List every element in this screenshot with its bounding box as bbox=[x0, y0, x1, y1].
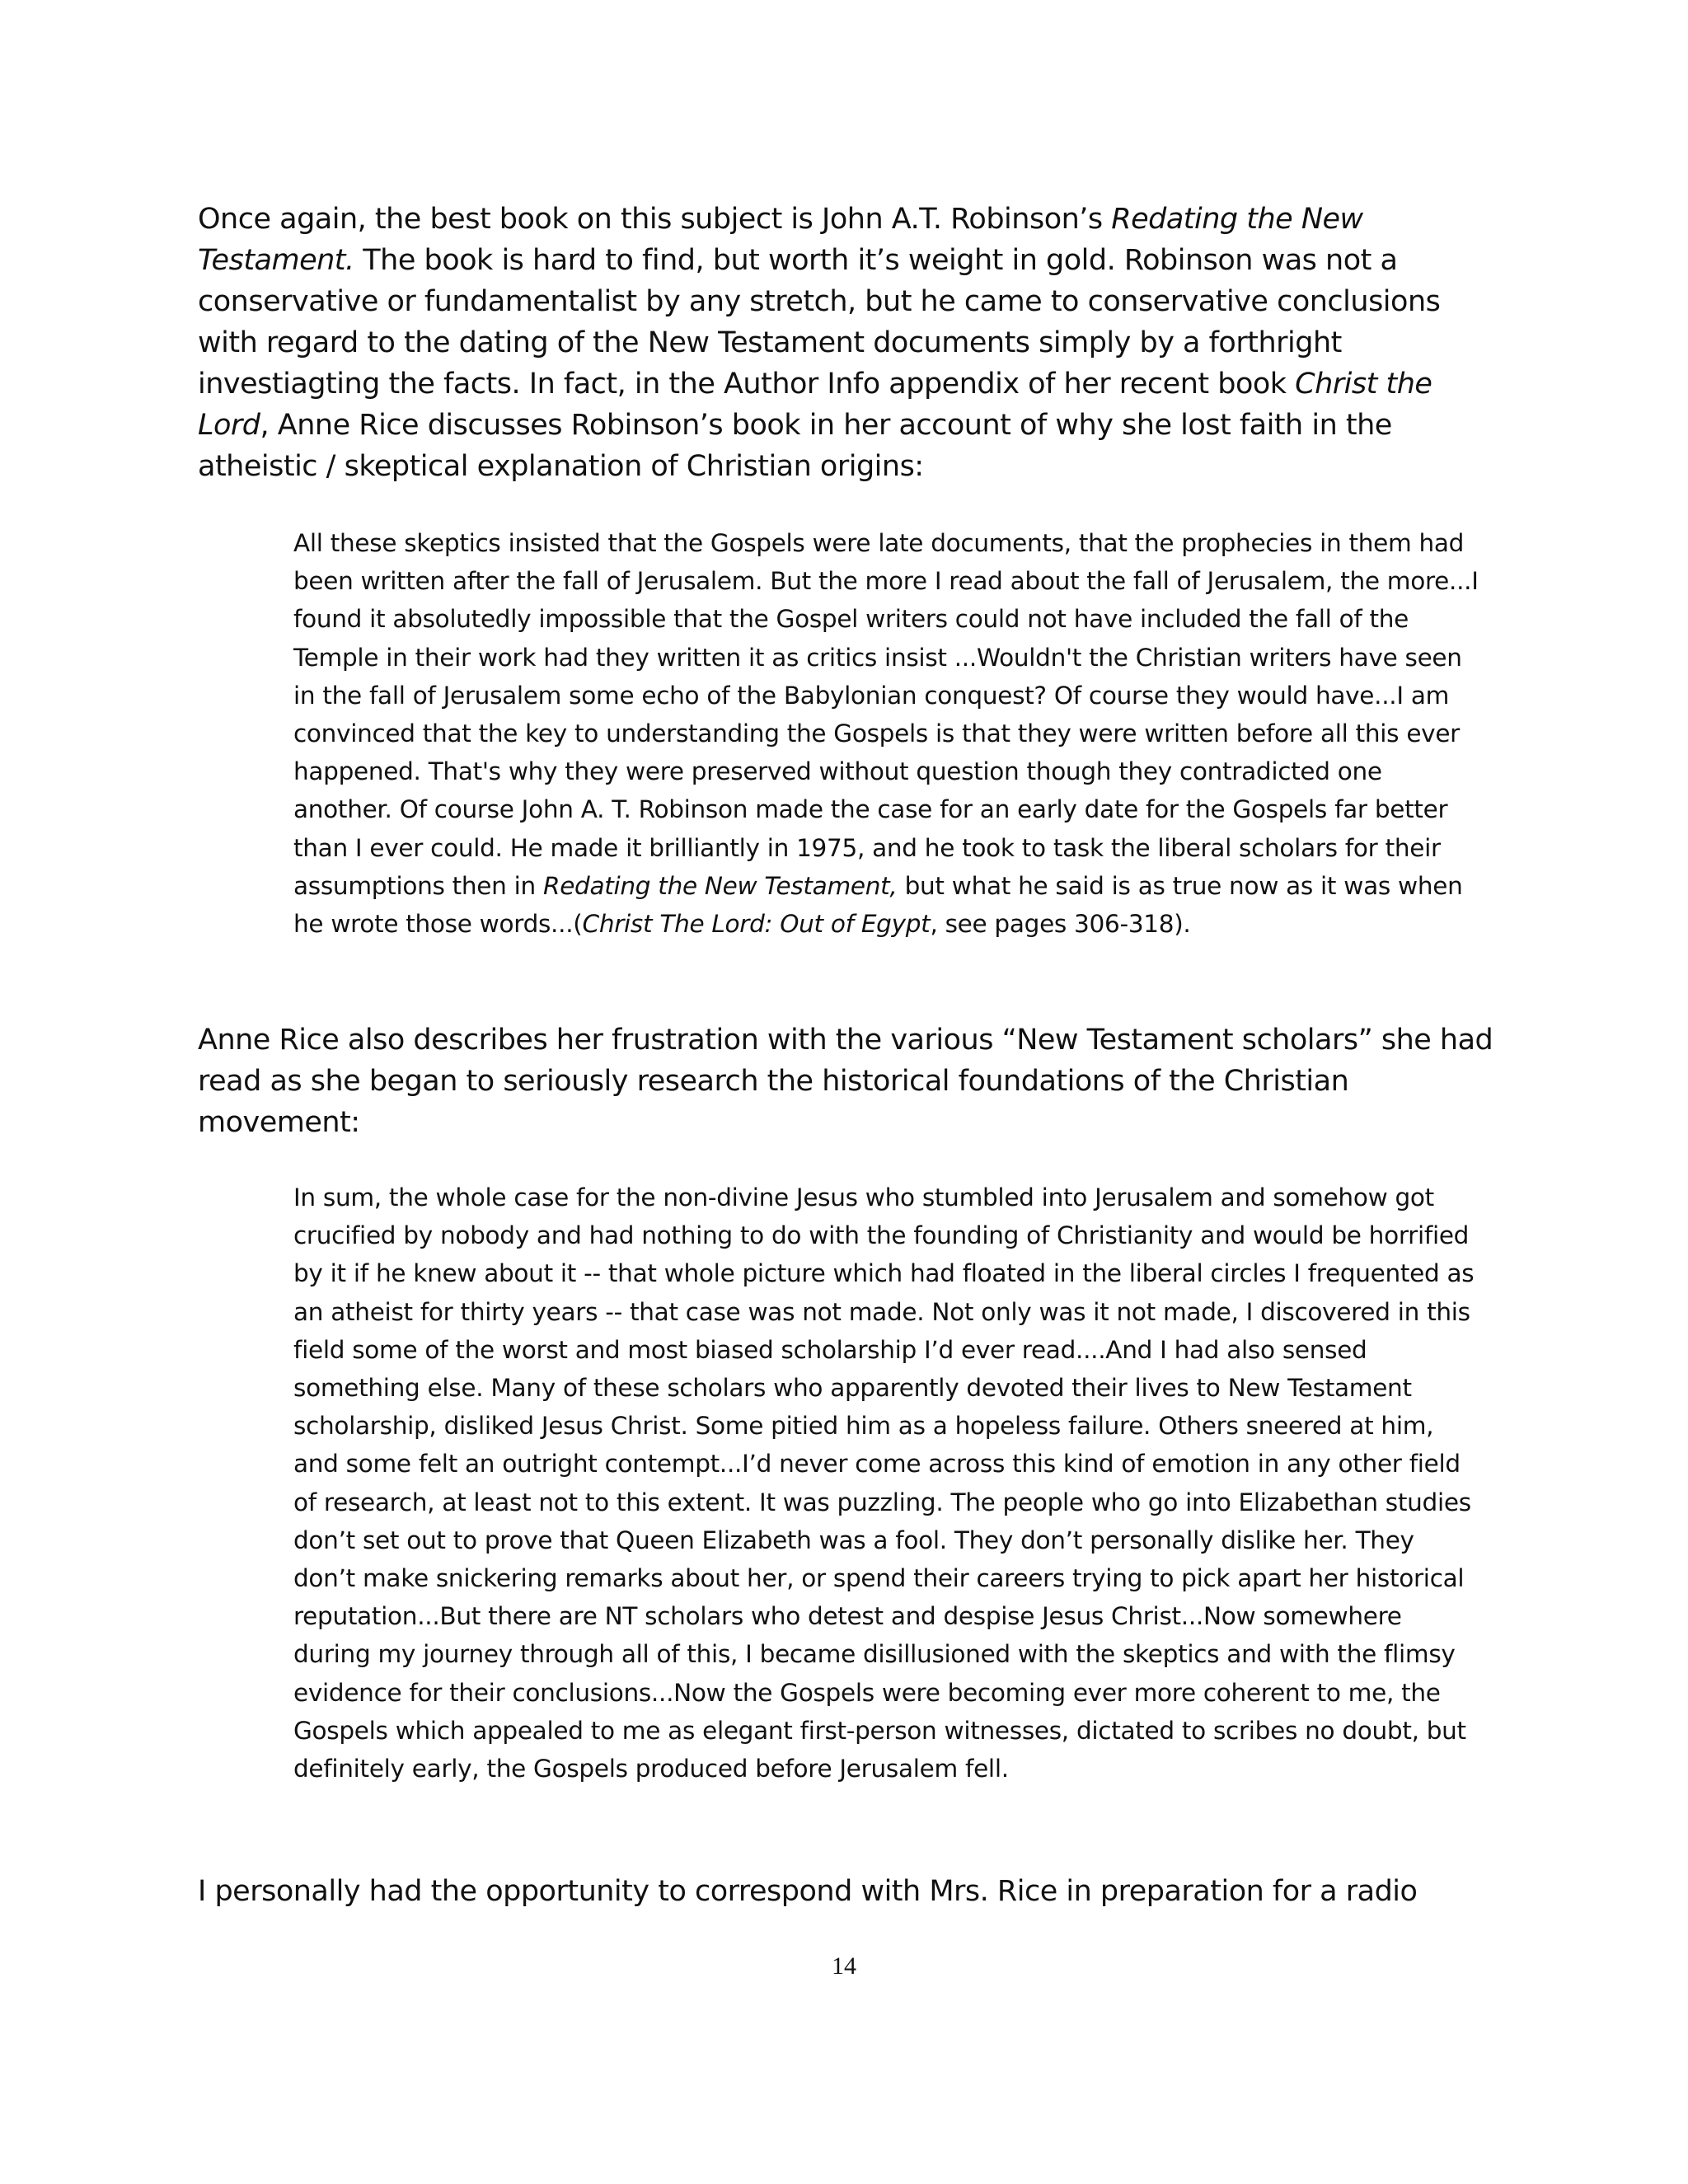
text-run: , see pages 306-318). bbox=[930, 910, 1191, 939]
body-paragraph-robinson bbox=[198, 199, 1508, 487]
text-run: All these skeptics insisted that the Gospels were late documents, that the prophecies in them had been written after the fall of Jerusalem. But the more I read about the fall of Jerusalem, the more...I found it absolutedly impossible that the Gospel writers could not have included the fall of the Temple in their work had they written it as critics insist ...Wouldn't the Christian writers have seen in the fall of Jerusalem some echo of the Babylonian conquest? Of course they would have...I am convinced that the key to understanding the Gospels is that they were written before all this ever happened. That's why they were preserved without question though they contradicted one another. Of course John A. T. Robinson made the case for an early date for the Gospels far better than I ever could. He made it brilliantly in 1975, and he took to task the liberal scholars for their assumptions then in bbox=[293, 529, 1479, 900]
block-quote-rice-scholars: In sum, the whole case for the non-divine Jesus who stumbled into Jerusalem and somehow got crucified by nobody and had nothing to do with the founding of Christianity and would be horrified by it if he knew about it -- that whole picture which had floated in the liberal circles I frequented as an atheist for thirty years -- that case was not made. Not only was it not made, I discovered in this field some of the worst and most biased scholarship I’d ever read....And I had also sensed something else. Many of these scholars who apparently devoted their lives to New Testament scholarship, disliked Jesus Christ. Some pitied him as a hopeless failure. Others sneered at him, and some felt an outright contempt...I’d never come across this kind of emotion in any other field of research, at least not to this extent. It was puzzling. The people who go into Elizabethan studies don’t set out to prove that Queen Elizabeth was a fool. They don’t personally dislike her. They don’t make snickering remarks about her, or spend their careers trying to pick apart her historical reputation...But there are NT scholars who detest and despise Jesus Christ...Now somewhere during my journey through all of this, I became disillusioned with the skeptics and with the flimsy evidence for their conclusions...Now the Gospels were becoming ever more coherent to me, the Gospels which appealed to me as elegant first-person witnesses, dictated to scribes no doubt, but definitely early, the Gospels produced before Jerusalem fell. bbox=[293, 1183, 1475, 1783]
book-title-redating: Redating the New Testament. bbox=[198, 203, 1363, 277]
body-paragraph-correspondence: I personally had the opportunity to correspond with Mrs. Rice in preparation for a radio bbox=[198, 1875, 1418, 1908]
book-title-redating: Redating the New Testament, bbox=[543, 871, 898, 900]
body-paragraph-frustration: Anne Rice also describes her frustration with the various “New Testament scholars” she had read as she began to seriously research the historical foundations of the Christian movement: bbox=[198, 1024, 1493, 1139]
text-run: , Anne Rice discusses Robinson’s book in her account of why she lost faith in the atheistic / skeptical explanation of Christian origins: bbox=[198, 409, 1392, 483]
book-title-christ-the-lord: Christ the Lord bbox=[198, 368, 1432, 442]
text-run: The book is hard to find, but worth it’s weight in gold. Robinson was not a conservative or fundamentalist by any stretch, but he came to conservative conclusions with regard to the dating of the New Testament documents simply by a forthright investiagting the facts. In fact, in the Author Info appendix of her recent book bbox=[198, 244, 1441, 401]
text-run: but what he said is as true now as it was when he wrote those words...( bbox=[293, 871, 1463, 939]
page-number: 14 bbox=[832, 1952, 856, 1980]
book-title-out-of-egypt: Christ The Lord: Out of Egypt bbox=[582, 910, 931, 939]
block-quote-rice-skeptics bbox=[293, 524, 1480, 943]
text-run: Once again, the best book on this subject is John A.T. Robinson’s bbox=[198, 203, 1112, 236]
